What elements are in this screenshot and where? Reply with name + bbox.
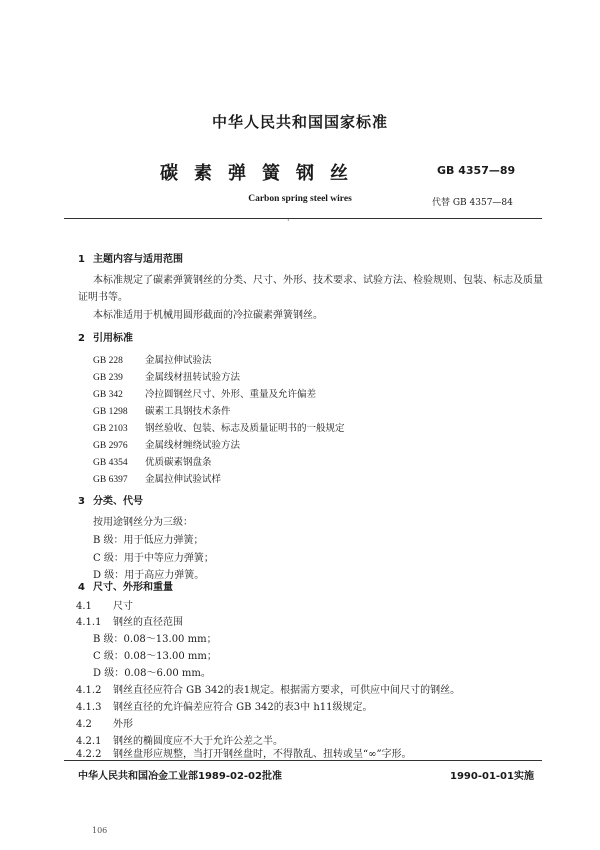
section-3-heading — [78, 492, 143, 507]
clause-text: 尺寸 — [113, 601, 133, 612]
section-4-number: 4 — [78, 582, 85, 593]
standard-code: GB 4357—89 — [437, 164, 516, 177]
clause-number: 4.1.1 — [76, 617, 102, 628]
footer-rule — [64, 760, 542, 761]
clause-number: 4.2.1 — [76, 736, 102, 747]
grade-c: C 级：用于中等应力弹簧； — [93, 553, 214, 564]
clause-number: 4.2 — [76, 719, 92, 730]
clause-text: 钢丝的直径范围 — [113, 617, 183, 628]
reference-title: 金属拉伸试验法 — [145, 355, 212, 366]
english-title: Carbon spring steel wires — [248, 194, 352, 204]
clause-number: 4.1 — [76, 601, 92, 612]
section-1-paragraph-2: 本标准适用于机械用圆形截面的冷拉碳素弹簧钢丝。 — [93, 310, 323, 321]
range-d: D 级：0.08～6.00 mm。 — [93, 668, 211, 679]
clause-text: 钢丝直径的允许偏差应符合 GB 342的表3中 h11级规定。 — [113, 702, 373, 713]
clause-text: 外形 — [113, 719, 133, 730]
section-2-heading — [78, 329, 133, 344]
section-2-number: 2 — [78, 333, 85, 344]
reference-title: 优质碳素钢盘条 — [145, 457, 212, 468]
reference-item — [93, 403, 231, 417]
section-1-title: 主题内容与适用范围 — [93, 254, 183, 265]
clause-text: 钢丝的椭圆度应不大于允许公差之半。 — [113, 736, 283, 747]
reference-item — [93, 420, 345, 434]
grade-b: B 级：用于低应力弹簧； — [93, 535, 204, 546]
reference-code: GB 342 — [93, 390, 123, 400]
reference-item — [93, 471, 221, 485]
clause-4-2 — [76, 715, 133, 730]
clause-number: 4.1.2 — [76, 685, 102, 696]
clause-4-1 — [76, 597, 133, 612]
reference-item — [93, 352, 212, 366]
reference-code: GB 4354 — [93, 458, 128, 468]
separator-dot: · — [287, 216, 290, 225]
clause-number: 4.1.3 — [76, 702, 102, 713]
reference-item — [93, 454, 212, 468]
reference-title: 冷拉圆钢丝尺寸、外形、重量及允许偏差 — [145, 389, 317, 400]
reference-item — [93, 437, 240, 451]
section-1-heading — [78, 250, 183, 265]
range-c: C 级：0.08～13.00 mm； — [93, 651, 217, 662]
section-1-paragraph-1-line-2: 证明书等。 — [78, 292, 128, 303]
clause-number: 4.2.2 — [76, 749, 102, 760]
clause-text: 钢丝盘形应规整，当打开钢丝盘时，不得散乱、扭转或呈“∞”字形。 — [113, 749, 412, 760]
header-rule — [64, 218, 542, 219]
reference-title: 碳素工具钢技术条件 — [145, 406, 231, 417]
reference-item — [93, 369, 240, 383]
section-3-number: 3 — [78, 496, 85, 507]
effective-date: 1990-01-01实施 — [450, 771, 534, 782]
section-1-number: 1 — [78, 254, 85, 265]
clause-text: 钢丝直径应符合 GB 342的表1规定。根据需方要求，可供应中间尺寸的钢丝。 — [113, 685, 461, 696]
reference-code: GB 239 — [93, 373, 123, 383]
range-b: B 级：0.08～13.00 mm； — [93, 634, 217, 645]
clause-4-1-3 — [76, 698, 373, 713]
reference-title: 金属拉伸试验试样 — [145, 474, 222, 485]
reference-title: 金属线材缠绕试验方法 — [145, 440, 241, 451]
clause-4-1-2 — [76, 681, 460, 696]
national-standard-heading: 中华人民共和国国家标准 — [211, 113, 388, 131]
reference-item — [93, 386, 316, 400]
section-2-title: 引用标准 — [93, 333, 133, 344]
section-4-heading — [78, 578, 173, 593]
reference-title: 金属线材扭转试验方法 — [145, 372, 241, 383]
reference-code: GB 228 — [93, 356, 123, 366]
section-1-paragraph-1-line-1: 本标准规定了碳素弹簧钢丝的分类、尺寸、外形、技术要求、试验方法、检验规则、包装、标志及质量 — [93, 275, 543, 286]
reference-code: GB 2103 — [93, 424, 128, 434]
page-number: 106 — [92, 826, 108, 835]
reference-code: GB 2976 — [93, 441, 128, 451]
grade-intro: 按用途钢丝分为三级： — [93, 517, 193, 528]
section-3-title: 分类、代号 — [93, 496, 143, 507]
clause-4-2-2 — [76, 745, 412, 760]
section-4-title: 尺寸、外形和重量 — [93, 582, 173, 593]
reference-code: GB 1298 — [93, 407, 128, 417]
replaces-note: 代替 GB 4357—84 — [432, 198, 513, 208]
clause-4-1-1 — [76, 613, 183, 628]
reference-code: GB 6397 — [93, 475, 128, 485]
grade-d: D 级：用于高应力弹簧。 — [93, 570, 205, 581]
reference-title: 钢丝验收、包装、标志及质量证明书的一般规定 — [145, 423, 345, 434]
document-title: 碳素弹簧钢丝 — [160, 163, 364, 184]
approval-line: 中华人民共和国冶金工业部1989-02-02批准 — [78, 771, 282, 782]
